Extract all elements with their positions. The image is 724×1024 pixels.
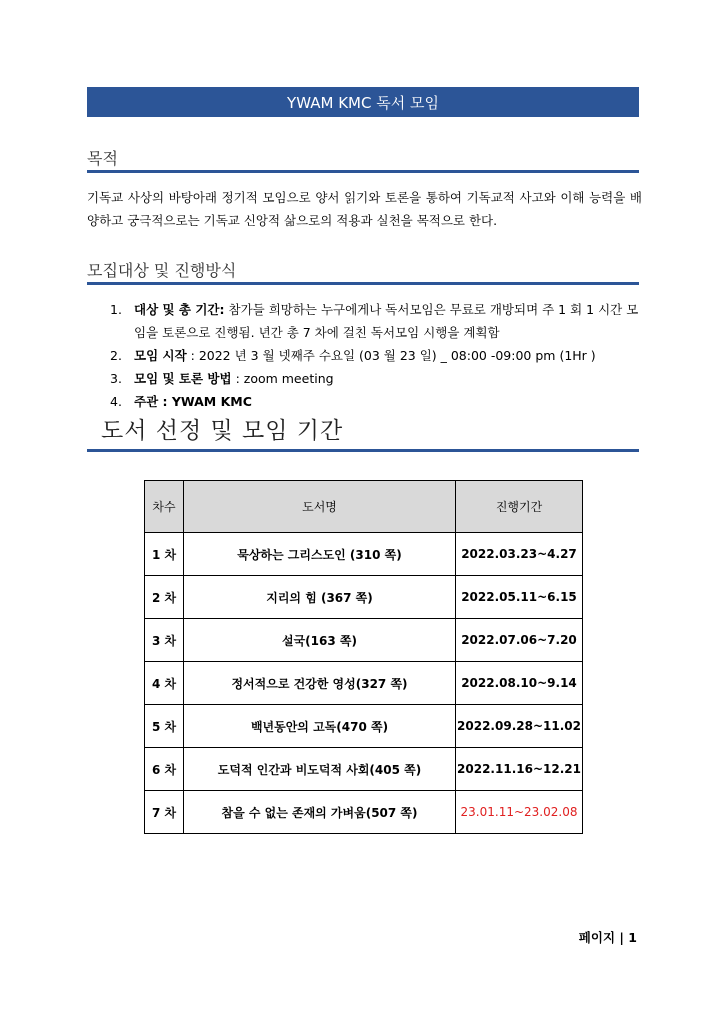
header-period: 진행기간 [456,481,583,533]
document-title-bar [87,87,639,117]
cell-book: 백년동안의 고독(470 쪽) [184,705,456,748]
cell-round: 3 차 [145,619,184,662]
cell-book: 정서적으로 건강한 영성(327 쪽) [184,662,456,705]
cell-round: 7 차 [145,791,184,834]
cell-book: 설국(163 쪽) [184,619,456,662]
cell-period: 2022.07.06~7.20 [456,619,583,662]
header-round: 차수 [145,481,184,533]
table-row [145,533,583,576]
cell-round: 4 차 [145,662,184,705]
cell-period: 2022.03.23~4.27 [456,533,583,576]
list-text: 참가들 희망하는 누구에게나 독서모임은 무료로 개방되며 주 1 회 1 시간 모임을 토론으로 진행됨. 년간 총 7 차에 걸친 독서모임 시행을 계획함 [134,302,639,340]
table-row [145,748,583,791]
recruit-rule [87,282,639,285]
header-book: 도서명 [184,481,456,533]
cell-book: 묵상하는 그리스도인 (310 쪽) [184,533,456,576]
list-label: 주관 : YWAM KMC [134,394,252,409]
books-table [144,480,583,834]
document-title: YWAM KMC 독서 모임 [287,93,439,112]
purpose-paragraph: 기독교 사상의 바탕아래 정기적 모임으로 양서 읽기와 토론을 통하여 기독교적 사고와 이해 능력을 배양하고 궁극적으로는 기독교 신앙적 삶으로의 적용과 실천을 목적으로 한다. [87,190,642,228]
list-number: 2. [110,348,122,363]
table-header-row [145,481,583,533]
cell-period: 2022.08.10~9.14 [456,662,583,705]
purpose-heading: 목적 [87,149,118,168]
cell-round: 2 차 [145,576,184,619]
cell-book: 참을 수 없는 존재의 가벼움(507 쪽) [184,791,456,834]
table-row [145,619,583,662]
table-row [145,705,583,748]
list-label: 모임 및 토론 방법 [134,371,232,386]
cell-period: 2022.05.11~6.15 [456,576,583,619]
list-number: 1. [110,302,122,317]
books-rule [87,449,639,452]
list-text: : 2022 년 3 월 넷째주 수요일 (03 월 23 일) _ 08:00 -09:00 pm (1Hr ) [186,348,596,363]
page-number: 페이지 | 1 [578,930,637,945]
table-row [145,662,583,705]
table-row [145,576,583,619]
list-number: 3. [110,371,122,386]
list-item [110,344,640,367]
recruit-list [110,298,640,413]
list-item [110,298,640,344]
purpose-rule [87,170,639,173]
list-item [110,367,640,390]
list-item [110,390,640,413]
cell-book: 도덕적 인간과 비도덕적 사회(405 쪽) [184,748,456,791]
recruit-heading: 모집대상 및 진행방식 [87,261,237,280]
table-row [145,791,583,834]
cell-round: 1 차 [145,533,184,576]
list-number: 4. [110,394,122,409]
cell-period: 2022.09.28~11.02 [456,705,583,748]
list-label: 모임 시작 [134,348,187,363]
books-heading: 도서 선정 및 모임 기간 [101,418,344,444]
cell-period-highlight: 23.01.11~23.02.08 [456,791,583,834]
cell-period: 2022.11.16~12.21 [456,748,583,791]
cell-round: 5 차 [145,705,184,748]
list-text: : zoom meeting [231,371,334,386]
cell-round: 6 차 [145,748,184,791]
cell-book: 지리의 힘 (367 쪽) [184,576,456,619]
list-label: 대상 및 총 기간: [134,302,225,317]
